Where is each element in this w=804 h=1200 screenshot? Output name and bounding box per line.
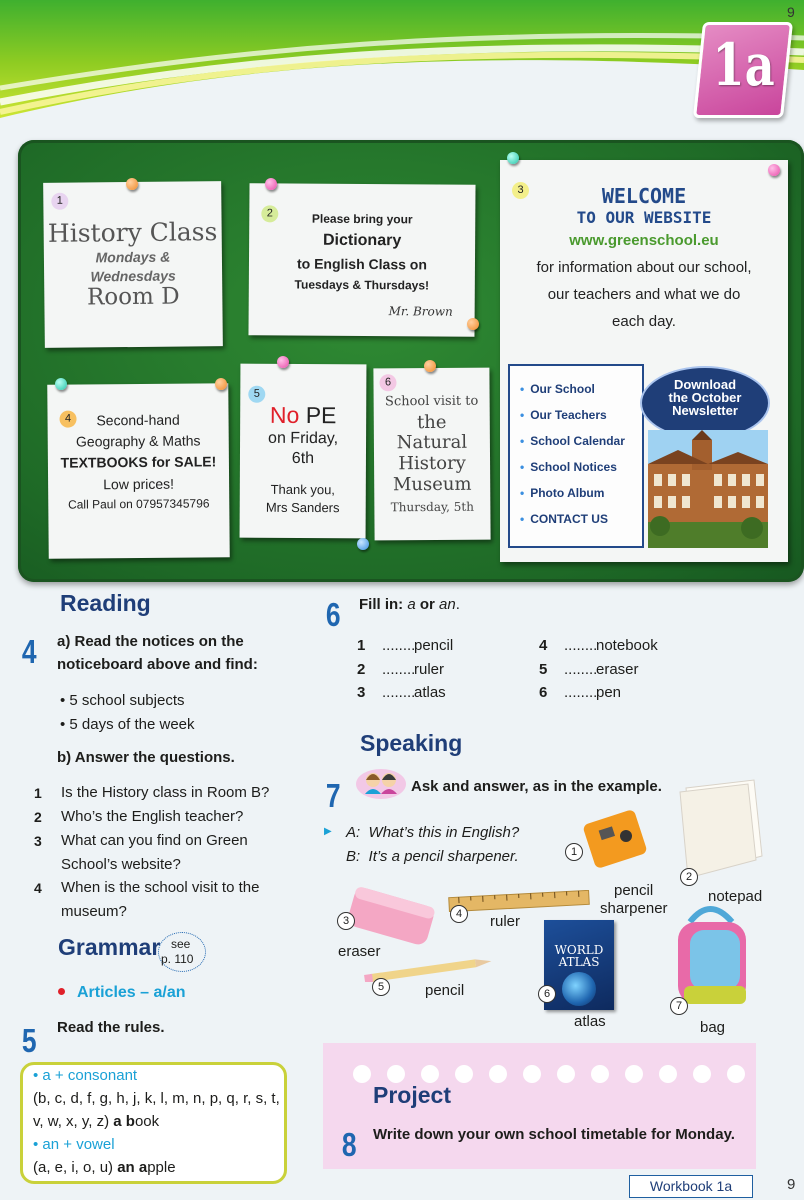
notice-line: Low prices! xyxy=(103,475,175,493)
notice-number: 2 xyxy=(261,205,278,222)
question-number: 2 xyxy=(34,809,42,825)
fill-blank[interactable]: ........ xyxy=(564,637,598,654)
website-menu-item[interactable]: • CONTACT US xyxy=(520,512,608,526)
notice-line: Dictionary xyxy=(322,231,402,250)
website-heading: WELCOME xyxy=(601,184,687,208)
website-menu-item[interactable]: • School Calendar xyxy=(520,434,625,448)
workbook-reference[interactable]: Workbook 1a xyxy=(629,1175,753,1198)
picture-label: pencil xyxy=(614,882,654,899)
picture-label: pencil xyxy=(425,982,465,999)
website-url[interactable]: www.greenschool.eu xyxy=(569,232,719,249)
rule-heading-text: an + vowel xyxy=(42,1136,115,1153)
example-text: What’s this in English? xyxy=(368,824,520,841)
globe-icon xyxy=(562,972,596,1006)
notice-dictionary xyxy=(248,183,475,337)
notice-museum-visit xyxy=(373,368,490,541)
download-line: the October xyxy=(668,390,742,405)
notice-days xyxy=(44,247,222,287)
notice-line: History Class xyxy=(47,217,218,248)
notice-line: Please bring your xyxy=(311,211,413,227)
notice-number: 5 xyxy=(248,386,265,403)
question-line: Is the History class in Room B? xyxy=(61,784,270,801)
fill-blank[interactable]: ........ xyxy=(382,661,416,678)
notice-line: History xyxy=(398,452,466,475)
bullet-item: • 5 school subjects xyxy=(60,692,185,709)
rule-line xyxy=(33,1159,176,1176)
item-number: 1 xyxy=(357,637,366,654)
school-building-image xyxy=(648,430,768,548)
notice-line: Second-hand xyxy=(96,411,180,429)
fill-word: notebook xyxy=(596,637,658,654)
school-bag-icon xyxy=(668,900,754,1010)
question-line: When is the school visit to the xyxy=(61,879,260,896)
question-line: museum? xyxy=(61,903,127,920)
exercise-number: 7 xyxy=(325,777,341,814)
example-label: A: xyxy=(346,824,361,841)
rule-text: ook xyxy=(134,1113,160,1130)
rule-text: v, w, x, y, z) xyxy=(33,1113,114,1130)
bullet-icon xyxy=(58,988,65,995)
picture-label: atlas xyxy=(574,1013,606,1030)
notice-number: 6 xyxy=(379,374,396,391)
header-stripes xyxy=(0,0,804,140)
notice-line: 6th xyxy=(291,449,315,468)
notice-line: the xyxy=(416,411,447,434)
notice-line: No xyxy=(269,401,300,428)
notice-number: 4 xyxy=(59,411,76,428)
project-instruction: Write down your own school timetable for Monday. xyxy=(373,1126,735,1143)
notice-website xyxy=(500,160,788,562)
paper-hole xyxy=(353,1065,371,1083)
push-pin-icon xyxy=(357,538,369,550)
question-line: Who’s the English teacher? xyxy=(61,808,244,825)
signature: Mr. Brown xyxy=(388,304,453,319)
atlas-cover-text xyxy=(544,944,614,968)
project-title: Project xyxy=(373,1082,451,1108)
corner-page-number: 9 xyxy=(787,4,795,20)
fill-word: ruler xyxy=(414,661,445,678)
ruler-icon xyxy=(447,890,591,912)
picture-label: notepad xyxy=(708,888,763,905)
notice-line: Mondays & xyxy=(95,248,171,266)
instruction-text: an xyxy=(439,596,456,613)
atlas-cover-line: WORLD xyxy=(554,943,604,957)
fill-blank[interactable]: ........ xyxy=(382,637,416,654)
website-description: for information about our school, our teachers and what we do each day. xyxy=(536,259,752,330)
picture-number: 2 xyxy=(680,868,698,886)
picture-label: ruler xyxy=(490,913,521,930)
notice-line: Thank you, xyxy=(270,481,335,498)
notice-headline xyxy=(240,402,366,430)
paper-hole xyxy=(523,1065,541,1083)
rule-text: pple xyxy=(147,1159,176,1176)
question-number: 4 xyxy=(34,880,42,896)
exercise-number: 5 xyxy=(21,1022,37,1059)
rule-highlight: a b xyxy=(113,1113,135,1130)
website-menu-item[interactable]: • Our School xyxy=(520,382,595,396)
push-pin-icon xyxy=(126,178,138,190)
atlas-cover-line: ATLAS xyxy=(558,955,600,969)
paper-hole xyxy=(727,1065,745,1083)
notice-number: 1 xyxy=(51,193,68,210)
picture-label: eraser xyxy=(338,943,381,960)
example-text: It’s a pencil sharpener. xyxy=(368,848,519,865)
instruction-line: b) Answer the questions. xyxy=(57,749,235,766)
notice-line: Tuesdays & Thursdays! xyxy=(294,277,430,293)
notice-line: Room D xyxy=(86,283,180,311)
grammar-title: Grammar xyxy=(58,934,161,960)
notice-line: Geography & Maths xyxy=(75,432,201,450)
grammar-topic: Articles – a/an xyxy=(77,984,186,1001)
bullet-text: 5 days of the week xyxy=(69,716,195,733)
bullet-item: • 5 days of the week xyxy=(60,716,195,733)
picture-number: 5 xyxy=(372,978,390,996)
download-newsletter-button[interactable] xyxy=(640,366,770,440)
notice-number: 3 xyxy=(512,182,529,199)
download-line: Newsletter xyxy=(672,403,738,418)
paper-hole xyxy=(489,1065,507,1083)
question-line: What can you find on Green xyxy=(61,832,248,849)
website-menu-item[interactable]: • Photo Album xyxy=(520,486,604,500)
notice-textbooks xyxy=(47,383,230,559)
rule-line xyxy=(33,1113,159,1130)
example-line xyxy=(346,848,519,865)
fill-blank[interactable]: ........ xyxy=(564,661,598,678)
example-label: B: xyxy=(346,848,361,865)
rule-line: (b, c, d, f, g, h, j, k, l, m, n, p, q, r, s, t, xyxy=(33,1090,280,1107)
paper-hole xyxy=(421,1065,439,1083)
rule-heading: • a + consonant xyxy=(33,1067,138,1084)
website-menu-item[interactable]: • Our Teachers xyxy=(520,408,607,422)
instruction-text: a xyxy=(407,596,416,613)
exercise-number: 6 xyxy=(325,596,341,633)
question-number: 1 xyxy=(34,785,42,801)
paper-hole xyxy=(693,1065,711,1083)
instruction-text: or xyxy=(419,596,435,613)
notice-line: TEXTBOOKS for SALE! xyxy=(60,453,217,471)
notice-line: Natural xyxy=(396,431,468,454)
paper-hole xyxy=(387,1065,405,1083)
push-pin-icon xyxy=(768,164,780,176)
instruction-line: Read the rules. xyxy=(57,1019,165,1036)
download-line: Download xyxy=(673,377,737,392)
website-menu-item[interactable]: • School Notices xyxy=(520,460,617,474)
picture-number: 1 xyxy=(565,843,583,861)
paper-hole xyxy=(591,1065,609,1083)
notice-line: School visit to xyxy=(384,393,479,410)
fill-word: eraser xyxy=(596,661,639,678)
picture-number: 7 xyxy=(670,997,688,1015)
push-pin-icon xyxy=(265,178,277,190)
paper-hole xyxy=(625,1065,643,1083)
paper-hole xyxy=(659,1065,677,1083)
instruction-line: a) Read the notices on the xyxy=(57,633,244,650)
pencil-sharpener-icon xyxy=(582,806,652,872)
item-number: 3 xyxy=(357,684,366,701)
exercise-number: 8 xyxy=(341,1126,357,1163)
item-number: 5 xyxy=(539,661,548,678)
fill-blank[interactable]: ........ xyxy=(382,684,416,701)
item-number: 6 xyxy=(539,684,548,701)
website-menu xyxy=(508,364,644,548)
example-line xyxy=(346,824,519,841)
item-number: 2 xyxy=(357,661,366,678)
fill-blank[interactable]: ........ xyxy=(564,684,598,701)
instruction-text: Fill in: xyxy=(359,596,404,613)
notepad-icon xyxy=(672,778,764,882)
rule-highlight: an a xyxy=(117,1159,148,1176)
push-pin-icon xyxy=(55,378,67,390)
notice-line: PE xyxy=(305,402,337,429)
speaking-title: Speaking xyxy=(360,730,463,756)
push-pin-icon xyxy=(467,318,479,330)
see-label: see xyxy=(171,937,191,951)
notice-line: Wednesdays xyxy=(90,267,176,285)
notice-line: Mrs Sanders xyxy=(265,499,340,516)
item-number: 4 xyxy=(539,637,548,654)
speaking-people-icon xyxy=(355,764,407,800)
header-banner xyxy=(0,0,804,140)
fill-word: pen xyxy=(596,684,622,701)
page-number: 9 xyxy=(787,1176,796,1193)
website-heading: TO OUR WEBSITE xyxy=(576,208,712,227)
fill-in-instruction: Fill in: a or an. xyxy=(359,596,460,613)
push-pin-icon xyxy=(424,360,436,372)
play-arrow-icon: ▶ xyxy=(324,826,332,837)
bullet-text: 5 school subjects xyxy=(69,692,185,709)
fill-word: pencil xyxy=(414,637,454,654)
notice-line: on Friday, xyxy=(268,429,339,448)
push-pin-icon xyxy=(277,356,289,368)
paper-hole xyxy=(557,1065,575,1083)
unit-badge: 1a xyxy=(693,22,793,118)
question-line: School’s website? xyxy=(61,856,181,873)
notice-no-pe xyxy=(240,364,367,539)
see-page: p. 110 xyxy=(161,952,194,966)
instruction-line: noticeboard above and find: xyxy=(57,656,258,673)
picture-number: 6 xyxy=(538,985,556,1003)
exercise-number: 4 xyxy=(21,633,37,670)
picture-number: 3 xyxy=(337,912,355,930)
speaking-instruction: Ask and answer, as in the example. xyxy=(411,778,662,795)
push-pin-icon xyxy=(507,152,519,164)
push-pin-icon xyxy=(215,378,227,390)
question-number: 3 xyxy=(34,833,42,849)
rule-heading-text: a + consonant xyxy=(42,1067,138,1084)
notice-line: Thursday, 5th xyxy=(390,499,475,515)
notice-history-class xyxy=(43,181,223,348)
rule-heading: • an + vowel xyxy=(33,1136,115,1153)
picture-number: 4 xyxy=(450,905,468,923)
notice-line: to English Class on xyxy=(296,255,427,273)
fill-word: atlas xyxy=(414,684,446,701)
notice-line: Museum xyxy=(392,473,472,496)
picture-label: sharpener xyxy=(600,900,668,917)
paper-hole xyxy=(455,1065,473,1083)
rule-text: (a, e, i, o, u) xyxy=(33,1159,118,1176)
reading-title: Reading xyxy=(60,590,151,616)
picture-label: bag xyxy=(700,1019,726,1036)
notice-line: Call Paul on 07957345796 xyxy=(67,496,210,512)
